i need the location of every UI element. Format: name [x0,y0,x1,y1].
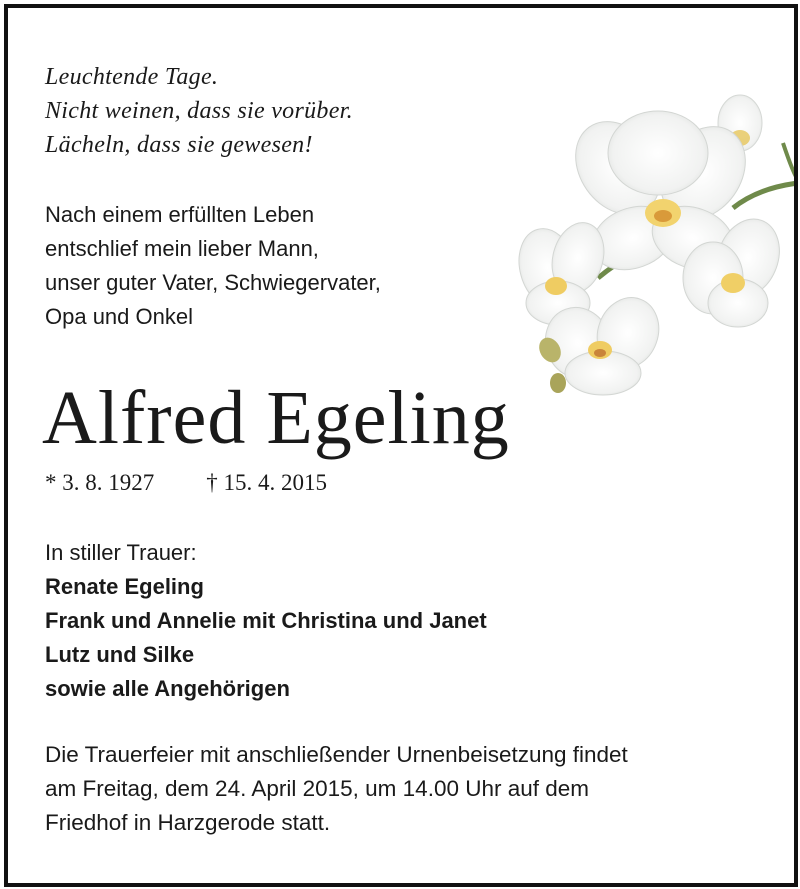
intro-line: Nach einem erfüllten Leben [45,202,315,227]
funeral-line: Die Trauerfeier mit anschließender Urnenbeisetzung findet [45,742,628,767]
intro-line: entschlief mein lieber Mann, [45,236,319,261]
death-date: † 15. 4. 2015 [206,470,327,495]
birth-date: * 3. 8. 1927 [45,470,155,495]
obituary-notice [4,4,798,887]
funeral-info [45,738,628,840]
poem-line: Leuchtende Tage. [45,64,219,90]
mourner-name: Lutz und Silke [45,642,195,667]
intro-line: unser guter Vater, Schwiegervater, [45,270,381,295]
mourning-label: In stiller Trauer: [45,540,197,565]
intro-text [45,198,381,334]
funeral-line: Friedhof in Harzgerode statt. [45,810,331,835]
mourner-name: Frank und Annelie mit Christina und Janet [45,608,487,633]
mourner-name: sowie alle Angehörigen [45,676,290,701]
memorial-poem [45,60,353,162]
white-orchid-icon [508,88,798,408]
poem-line: Nicht weinen, dass sie vorüber. [45,98,353,124]
intro-line: Opa und Onkel [45,304,193,329]
funeral-line: am Freitag, dem 24. April 2015, um 14.00 Uhr auf dem [45,776,590,801]
mourners-list [45,570,487,706]
life-dates [45,468,327,498]
mourner-name: Renate Egeling [45,574,204,599]
deceased-name: Alfred Egeling [42,376,510,460]
poem-line: Lächeln, dass sie gewesen! [45,132,313,158]
